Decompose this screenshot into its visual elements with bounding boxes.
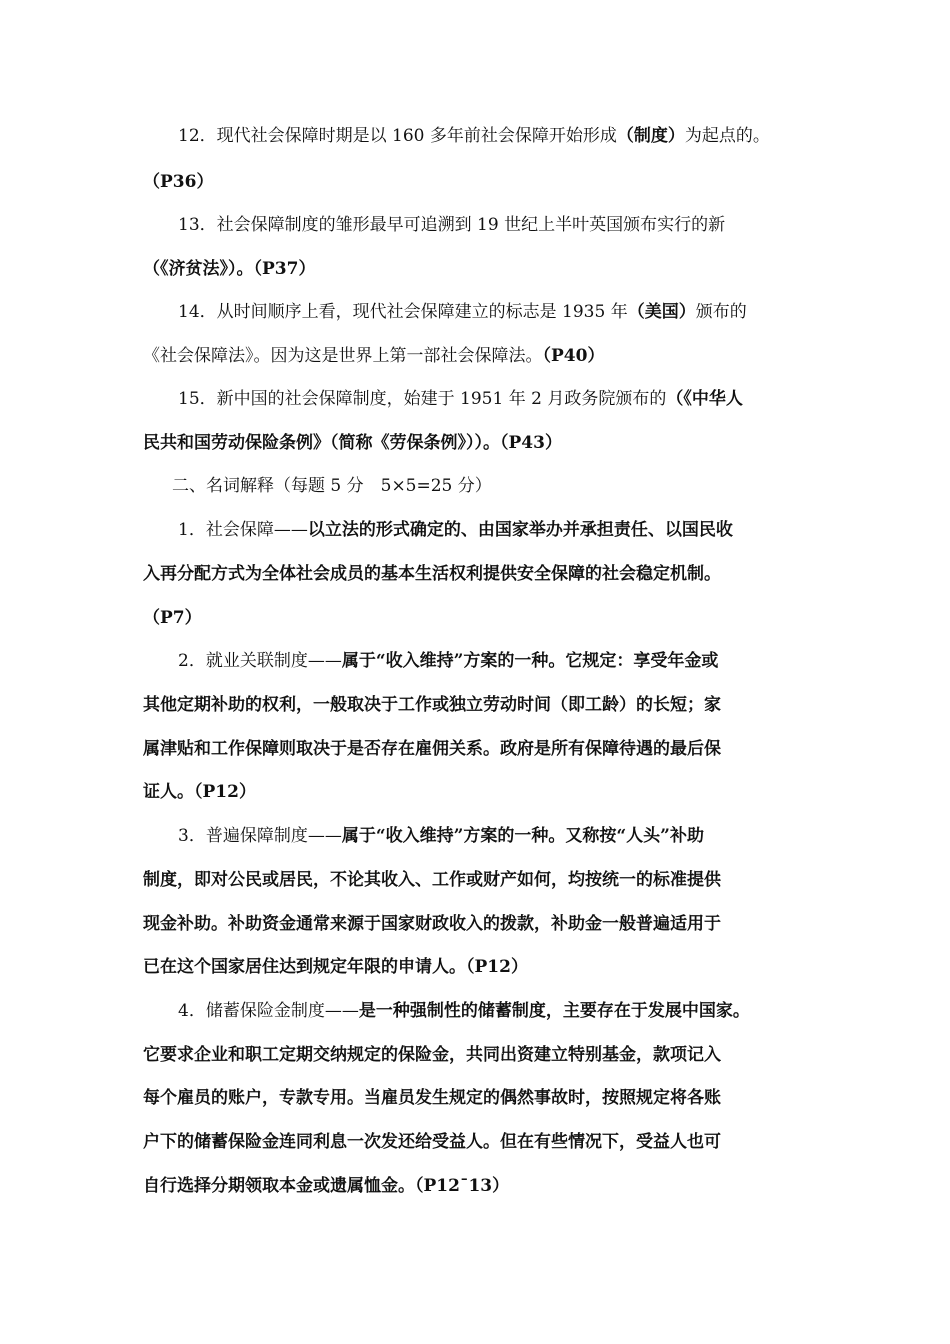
q14-page-ref: （P40） — [542, 346, 605, 366]
q14-text-2: 《社会保障法》。因为这是世界上第一部社会保障法。 — [143, 346, 543, 366]
q13-line-1: 13．社会保障制度的雏形最早可追溯到 19 世纪上半叶英国颁布实行的新 — [178, 215, 726, 235]
term-4-definition: 是一种强制性的储蓄制度，主要存在于发展中国家。 — [358, 1001, 750, 1021]
term-1-line-1 — [178, 515, 878, 545]
term-4-line-2: 它要求企业和职工定期交纳规定的保险金，共同出资建立特别基金，款项记入 — [143, 1045, 721, 1065]
term-2-definition: 属于“收入维持”方案的一种。它规定：享受年金或 — [341, 651, 719, 671]
term-1-definition: 以立法的形式确定的、由国家举办并承担责任、以国民收 — [307, 520, 733, 540]
q14-line-1 — [178, 297, 878, 327]
q12-text: 12．现代社会保障时期是以 160 多年前社会保障开始形成 — [178, 126, 617, 146]
term-3-definition: 属于“收入维持”方案的一种。又称按“人头”补助 — [341, 826, 704, 846]
term-3-line-3: 现金补助。补助资金通常来源于国家财政收入的拨款，补助金一般普遍适用于 — [143, 914, 721, 934]
term-4-label: 4．储蓄保险金制度—— — [178, 1001, 359, 1021]
q14-answer: （美国） — [627, 302, 696, 322]
q14-text-end: 颁布的 — [695, 302, 747, 322]
q12-page-ref: （P36） — [143, 172, 214, 192]
term-2-line-1 — [178, 646, 878, 676]
term-3-line-2: 制度，即对公民或居民，不论其收入、工作或财产如何，均按统一的标准提供 — [143, 870, 721, 890]
section-heading: 二、名词解释（每题 5 分 5×5=25 分） — [172, 476, 492, 496]
term-3-line-4: 已在这个国家居住达到规定年限的申请人。（P12） — [143, 957, 528, 977]
q15-answer: （《中华人 — [666, 389, 743, 409]
term-1-label: 1．社会保障—— — [178, 520, 308, 540]
term-2-line-4: 证人。（P12） — [143, 782, 256, 802]
q15-text: 15．新中国的社会保障制度，始建于 1951 年 2 月政务院颁布的 — [178, 389, 667, 409]
q15-answer-cont: 民共和国劳动保险条例》（简称《劳保条例》））。（P43） — [143, 433, 562, 453]
term-4-line-3: 每个雇员的账户，专款专用。当雇员发生规定的偶然事故时，按照规定将各账 — [143, 1088, 721, 1108]
q13-answer: （《济贫法》）。（P37） — [143, 259, 316, 279]
term-3-label: 3．普遍保障制度—— — [178, 826, 342, 846]
term-2-label: 2．就业关联制度—— — [178, 651, 342, 671]
q12-answer: （制度） — [616, 126, 685, 146]
q14-text: 14．从时间顺序上看，现代社会保障建立的标志是 1935 年 — [178, 302, 628, 322]
term-1-line-2: 入再分配方式为全体社会成员的基本生活权利提供安全保障的社会稳定机制。 — [143, 564, 721, 584]
term-2-line-3: 属津贴和工作保障则取决于是否存在雇佣关系。政府是所有保障待遇的最后保 — [143, 739, 721, 759]
term-2-line-2: 其他定期补助的权利，一般取决于工作或独立劳动时间（即工龄）的长短；家 — [143, 695, 721, 715]
q12-text-end: 为起点的。 — [684, 126, 770, 146]
q12-line-1 — [178, 121, 938, 151]
q15-line-1 — [178, 384, 878, 414]
term-3-line-1 — [178, 821, 878, 851]
term-1-page-ref: （P7） — [143, 608, 202, 628]
q14-line-2 — [143, 341, 843, 371]
term-4-line-1 — [178, 996, 938, 1026]
term-4-line-5: 自行选择分期领取本金或遗属恤金。（P12¯13） — [143, 1176, 510, 1196]
term-4-line-4: 户下的储蓄保险金连同利息一次发还给受益人。但在有些情况下，受益人也可 — [143, 1132, 721, 1152]
